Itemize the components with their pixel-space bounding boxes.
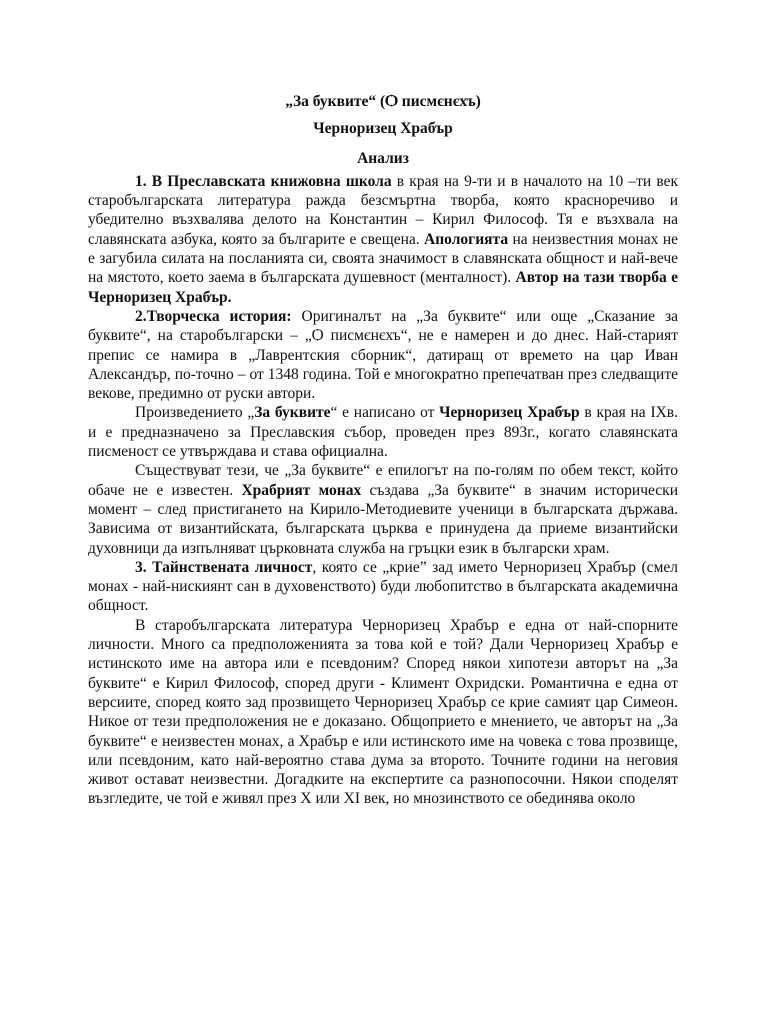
paragraph-theses (88, 461, 678, 557)
paragraph-text: , която се „крие” зад името Черноризец Храбър (смел монах - най-нискиянт сан в духовенството) буди любопитство в българската академична общност. (88, 558, 678, 615)
bold-work-title: За буквите (254, 404, 331, 422)
paragraph-preslav-school (88, 172, 678, 307)
heading-creative-history: 2.Творческа история: (135, 307, 292, 325)
paragraph-text: в края на 9-ти и в началото на 10 –ти век старобългарската литература ражда безсмъртна творба, която красноречиво и убедително възхвалява делото на Константин – Кирил Философ. Тя е възхвала на славянската азбука, която за българите е свещена. (88, 172, 678, 248)
document-page (88, 92, 678, 809)
paragraph-mysterious-person (88, 558, 678, 616)
paragraph-controversy (88, 616, 678, 809)
document-author: Черноризец Храбър (313, 120, 453, 138)
bold-author-statement: Автор на тази творба е Черноризец Храбър. (88, 269, 678, 306)
bold-brave-monk: Храбрият монах (241, 481, 362, 499)
paragraph-creative-history (88, 307, 678, 403)
paragraph-text: в края на IXв. и е предназначено за Преславския събор, проведен през 893г., когато славянската писменост се утвърждава и става официална. (88, 404, 678, 461)
heading-mysterious-person: 3. Тайнствената личност (135, 558, 313, 576)
bold-author-name: Черноризец Храбър (439, 404, 580, 422)
paragraph-text: В старобългарската литература Черноризец Храбър е една от най-спорните личности. Много са предположенията за това кой е той? Дали Черноризец Храбър е истинското име на автора или е псевдоним? Според някои хипотези авторът на „За буквите“ е Кирил Философ, според други - Климент Охридски. Романтична е една от версиите, според която зад прозвището Черноризец Храбър се крие самият цар Симеон. Никое от тези предположения не е доказано. Общоприето е мнението, че авторът на „За буквите“ е неизвестен монах, а Храбър е или истинското име на човека с това прозвище, или псевдоним, като най-вероятно става дума за второто. Точните години на неговия живот остават неизвестни. Догадките на експертите са разнопосочни. Някои споделят възгледите, че той е живял през X или XI век, но мнозинството се обединява около (88, 616, 678, 808)
paragraph-text: Съществуват тези, че „За буквите“ е епилогът на по-голям по обем текст, който обаче не е известен. (88, 462, 678, 499)
heading-preslav-school: 1. В Преславската книжовна школа (135, 172, 392, 190)
paragraph-text: Произведението „ (135, 404, 255, 422)
paragraph-text: “ е написано от (330, 404, 440, 422)
paragraph-text: създава „За буквите“ в значим исторически момент – след пристигането на Кирило-Методиевите ученици в българската държава. Зависима от византийската, българската църква е принудена да приеме византийски духовници да изпълняват църковната служба на гръцки език в български храм. (88, 481, 678, 557)
document-subtitle: Анализ (357, 149, 409, 167)
paragraph-text: Оригиналът на „За буквите“ или още „Сказание за буквите“, на старобългарски – „Ѻ писмєнєхъ“, не е намерен и до днес. Най-старият препис се намира в „Лаврентския сборник“, датиращ от времето на цар Иван Александър, по-точно – от 1348 година. Той е многократно препечатван през следващите векове, предимно от руски автори. (88, 307, 678, 403)
paragraph-work (88, 403, 678, 461)
paragraph-text: на неизвестния монах не е загубила силата на посланията си, своята значимост в славянската общност и най-вече на мястото, което заема в българската душевност (менталност). (88, 230, 678, 287)
bold-apology: Апологията (424, 230, 509, 248)
document-title: „За буквите“ (Ѻ писмєнєхъ) (285, 93, 481, 110)
